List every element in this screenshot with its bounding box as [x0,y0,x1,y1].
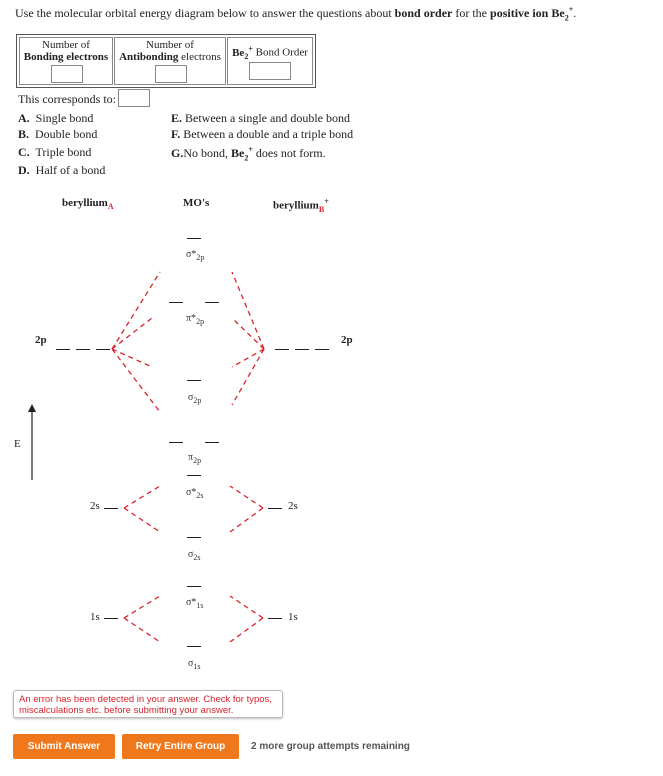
corr-2p-right-up2 [232,318,264,349]
option-g: G.No bond, $Be_2^+$ does not form. [171,145,326,163]
option-a: A. Single bond [18,111,94,125]
corr-1s-right-down [230,618,263,642]
beryllium-b-title: beryllium$_B$+ [273,197,329,214]
mo-pi-star-2p-label: $\pi*_{2p}$ [186,313,205,326]
corr-1s-right-up [230,596,263,618]
ao-1s-left-label: 1s [90,611,100,623]
corr-2s-right-up [230,486,263,508]
error-message: An error has been detected in your answer. Check for typos, miscalculations etc. before submitting your answer. [13,690,283,718]
mo-sigma-star-2s-label: $\sigma*_{2s}$ [186,487,204,500]
beryllium-a-title: beryllium$_A$ [62,197,114,212]
option-d: D. Half of a bond [18,163,106,177]
mo-sigma-star-2p-label: $\sigma*_{2p}$ [186,249,205,262]
option-f: F. Between a double and a triple bond [171,127,354,141]
ao-2p-right-label: 2p [341,334,353,346]
bonding-header: Number of Bonding electrons [23,39,109,63]
question-text: Use the molecular orbital energy diagram below to answer the questions about bond order for the positive ion $Be_2^+$. [15,5,577,23]
mo-sigma-2p-label: $\sigma_{2p}$ [188,392,202,405]
corr-2p-left-down2 [112,349,160,412]
mos-title: MO's [183,197,210,209]
corr-2p-left-up2 [112,318,152,349]
option-c: C. Triple bond [18,145,92,159]
corr-2s-right-down [230,508,263,532]
energy-label: E [14,438,21,450]
corr-1s-left-up [124,596,160,618]
bond-order-header: $Be_2^+$ Bond Order [232,44,308,61]
corr-2s-left-down [124,508,160,532]
corr-1s-left-down [124,618,160,642]
mo-pi-2p-label: $\pi_{2p}$ [188,452,202,465]
option-e: E. Between a single and double bond [171,111,350,125]
mo-sigma-2s-label: $\sigma_{2s}$ [188,549,201,562]
mo-sigma-1s-label: $\sigma_{1s}$ [188,658,201,671]
ao-2s-right-label: 2s [288,500,298,512]
attempts-remaining: 2 more group attempts remaining [251,741,410,752]
mo-sigma-star-1s-label: $\sigma*_{1s}$ [186,597,204,610]
ao-2s-left-label: 2s [90,500,100,512]
corr-2p-right-up [232,272,264,349]
corr-2s-left-up [124,486,160,508]
retry-entire-group-button[interactable]: Retry Entire Group [122,734,239,759]
corresponds-label: This corresponds to: [18,92,116,106]
corr-2p-left-up [112,272,160,349]
ao-2p-left-label: 2p [35,334,47,346]
ao-1s-right-label: 1s [288,611,298,623]
antibonding-header: Number of Antibonding electrons [119,39,221,63]
submit-answer-button[interactable]: Submit Answer [13,734,115,759]
option-b: B. Double bond [18,127,98,141]
corr-2p-left-down [112,349,152,367]
